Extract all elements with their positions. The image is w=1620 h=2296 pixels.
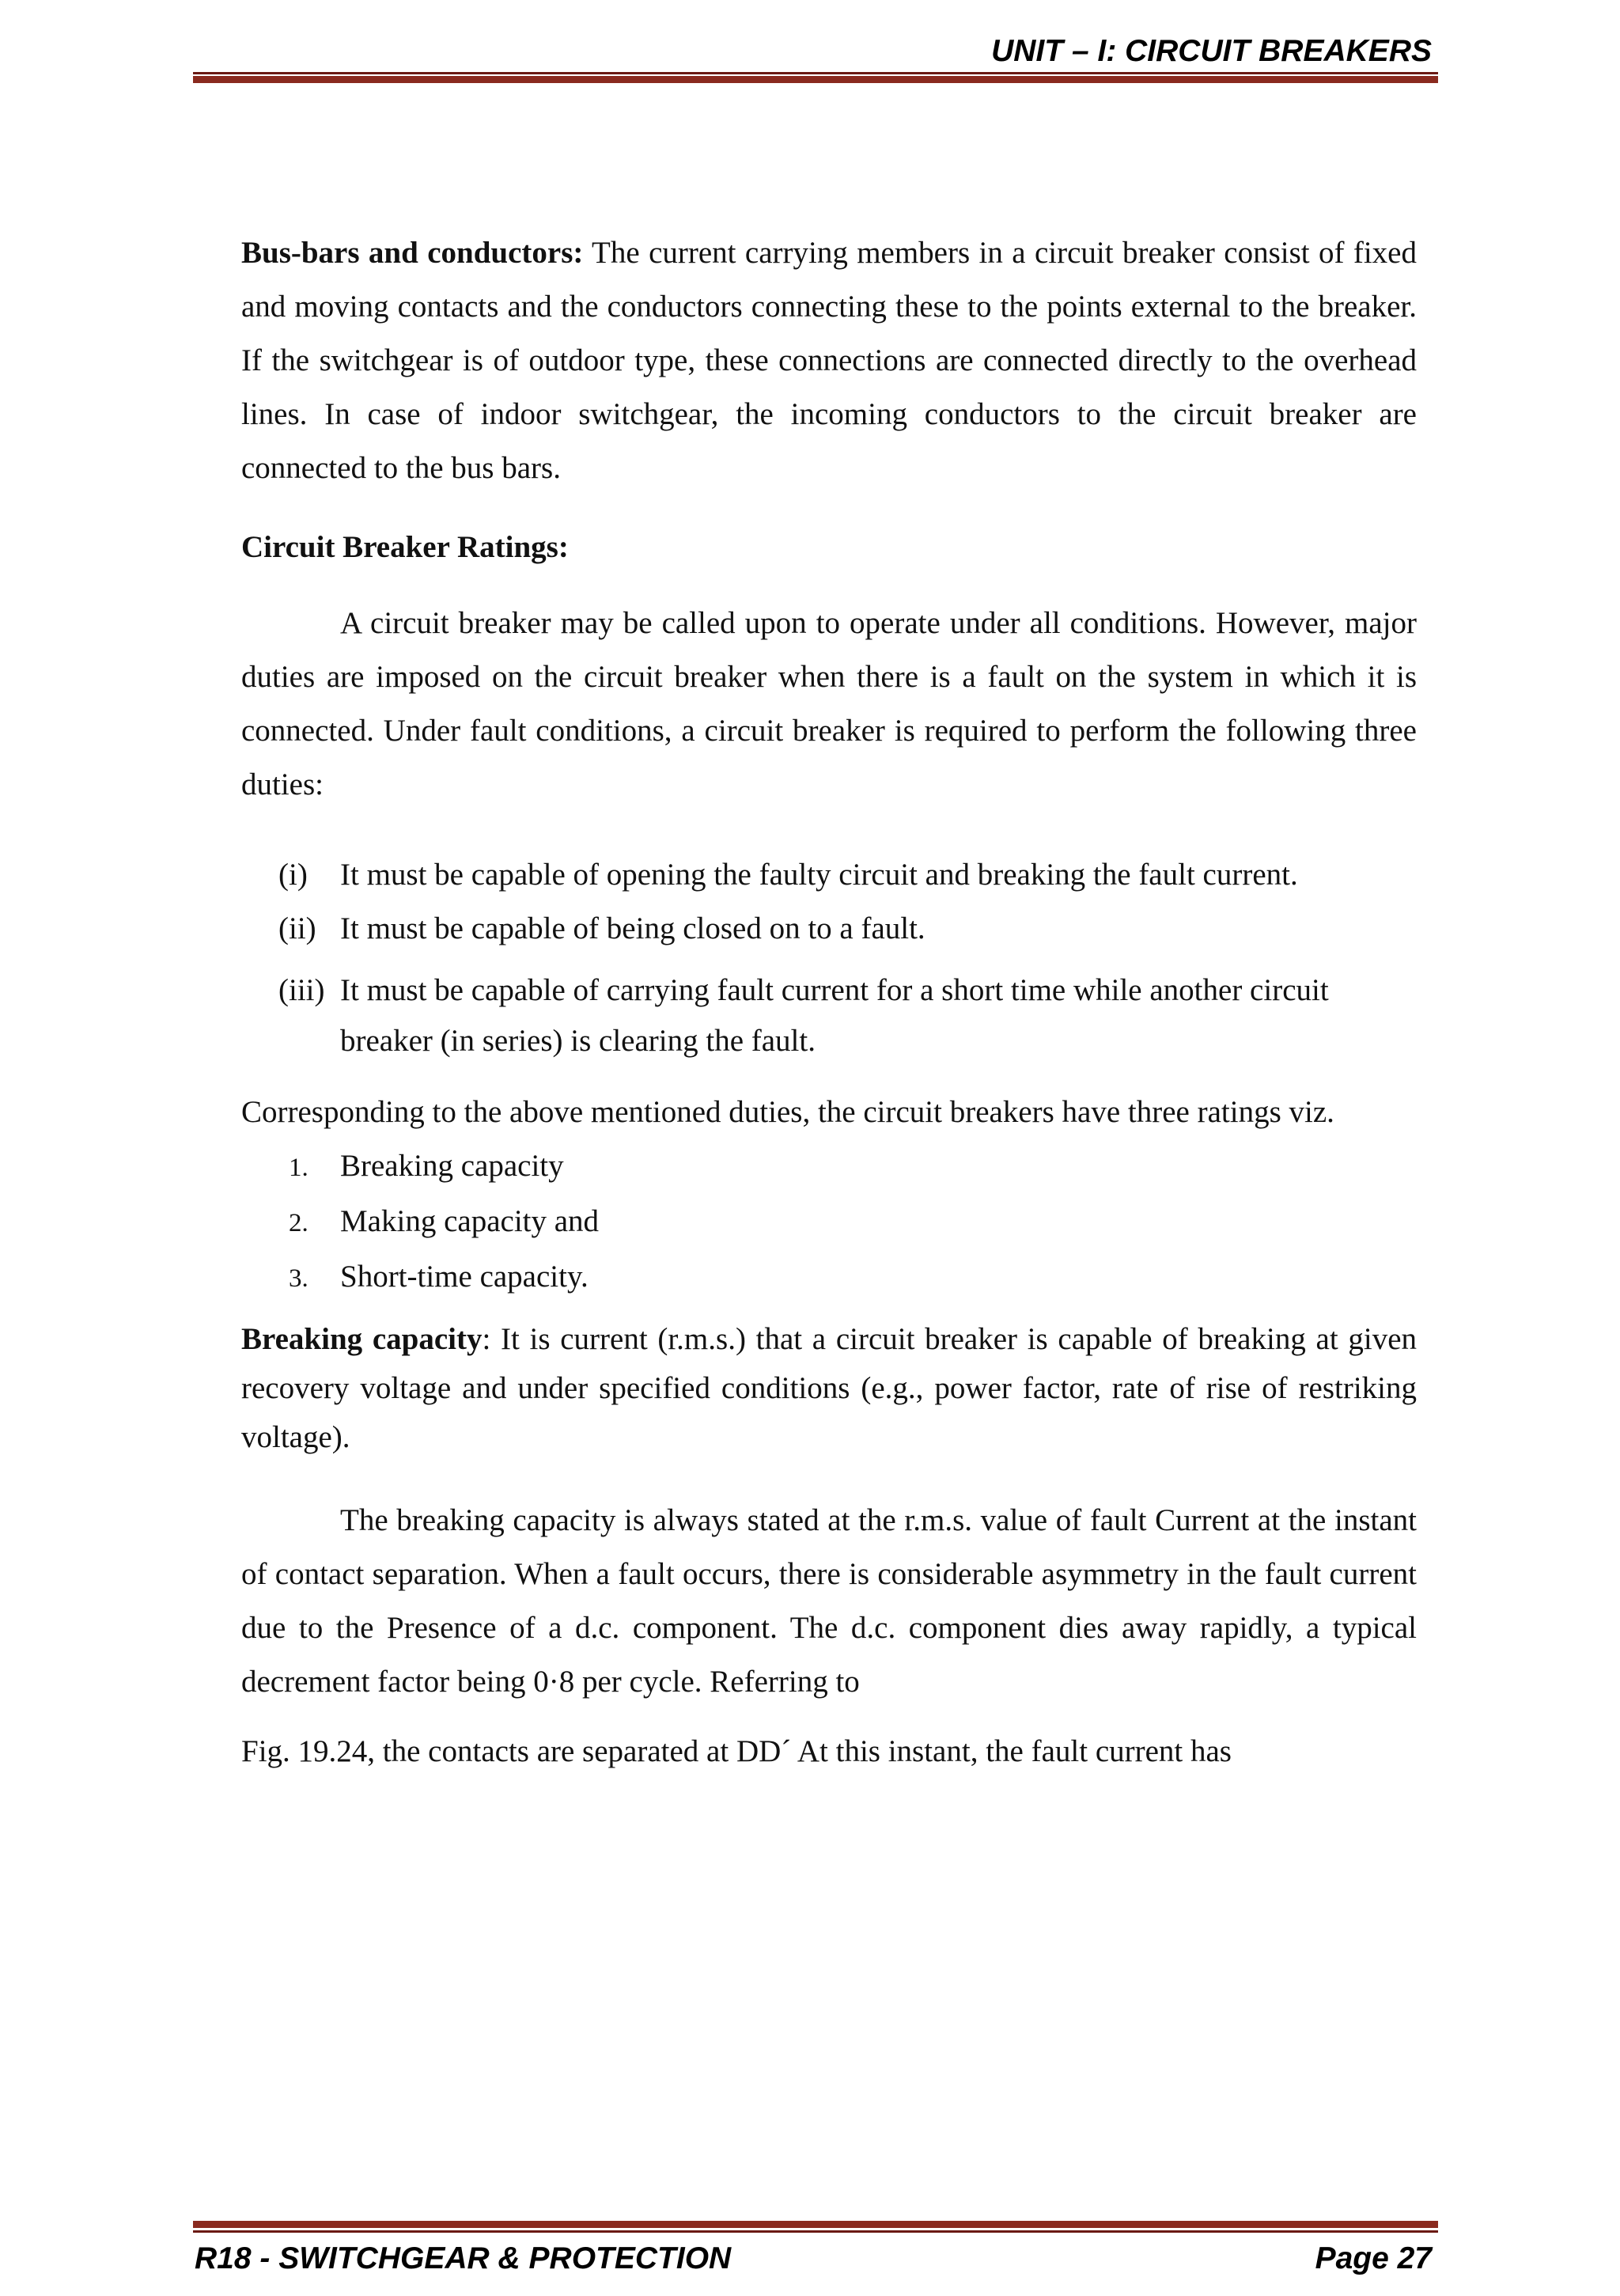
- breaking-heading: Breaking capacity: [241, 1322, 483, 1356]
- corresponding-paragraph: Corresponding to the above mentioned duties, the circuit breakers have three ratings viz.: [241, 1095, 1334, 1129]
- rating-text: Breaking capacity: [340, 1149, 564, 1183]
- rating-marker: 2.: [289, 1209, 308, 1237]
- breaking-text: : It is current (r.m.s.) that a circuit breaker is capable of breaking at given recovery voltage and under specified conditions (e.g., power factor, rate of rise of restriking voltage).: [241, 1322, 1418, 1454]
- breaking-paragraph-2: The breaking capacity is always stated at the r.m.s. value of fault Current at the instant of contact separation. When a fault occurs, there is considerable asymmetry in the fault current due to the Presence of a d.c. component. The d.c. component dies away rapidly, a typical decrement factor being 0·8 per cycle. Referring to: [241, 1503, 1417, 1699]
- duties-list: [241, 848, 1417, 1067]
- rating-item: [241, 1195, 1417, 1250]
- duty-text: It must be capable of being closed on to a fault.: [340, 911, 925, 945]
- busbars-text: The current carrying members in a circuit breaker consist of fixed and moving contacts and the conductors connecting these to the points external to the breaker. If the switchgear is of outdoor type, these connections are connected directly to the overhead lines. In case of indoor switchgear, the incoming conductors to the circuit breaker are connected to the bus bars.: [241, 236, 1417, 485]
- breaking-paragraph: [241, 1315, 1417, 1462]
- rating-marker: 1.: [289, 1154, 308, 1182]
- ratings-list: [241, 1139, 1417, 1305]
- rating-marker: 3.: [289, 1264, 308, 1293]
- rating-text: Making capacity and: [340, 1204, 600, 1238]
- footer-rule-thick: [193, 2221, 1438, 2228]
- busbars-paragraph: [241, 226, 1417, 495]
- ratings-intro: A circuit breaker may be called upon to operate under all conditions. However, major duties are imposed on the circuit breaker when there is a fault on the system in which it is connected. Under fault conditions, a circuit breaker is required to perform the following three duties:: [241, 606, 1417, 801]
- header-rule-thin: [193, 72, 1438, 74]
- rating-text: Short-time capacity.: [340, 1260, 589, 1294]
- rating-item: [241, 1250, 1417, 1305]
- footer-page-number: Page 27: [1315, 2241, 1432, 2275]
- rating-item: [241, 1139, 1417, 1195]
- breaking-paragraph-3: Fig. 19.24, the contacts are separated at DD´ At this instant, the fault current has: [241, 1734, 1232, 1768]
- duty-item: [241, 848, 1417, 902]
- page-content: [241, 226, 1417, 1779]
- duty-item: [241, 965, 1417, 1067]
- duty-text: It must be capable of carrying fault current for a short time while another circuit breaker (in series) is clearing the fault.: [340, 973, 1329, 1058]
- footer-rule-thin: [193, 2230, 1438, 2233]
- duty-item: [241, 902, 1417, 956]
- duty-marker: (ii): [278, 911, 316, 945]
- footer-course-title: R18 - SWITCHGEAR & PROTECTION: [195, 2241, 732, 2275]
- header-rule-thick: [193, 76, 1438, 83]
- duty-text: It must be capable of opening the faulty circuit and breaking the fault current.: [340, 858, 1298, 892]
- duty-marker: (i): [278, 858, 308, 892]
- header-title: UNIT – I: CIRCUIT BREAKERS: [991, 34, 1432, 68]
- busbars-heading: Bus-bars and conductors:: [241, 236, 584, 270]
- duty-marker: (iii): [278, 973, 325, 1007]
- ratings-heading: Circuit Breaker Ratings:: [241, 530, 569, 564]
